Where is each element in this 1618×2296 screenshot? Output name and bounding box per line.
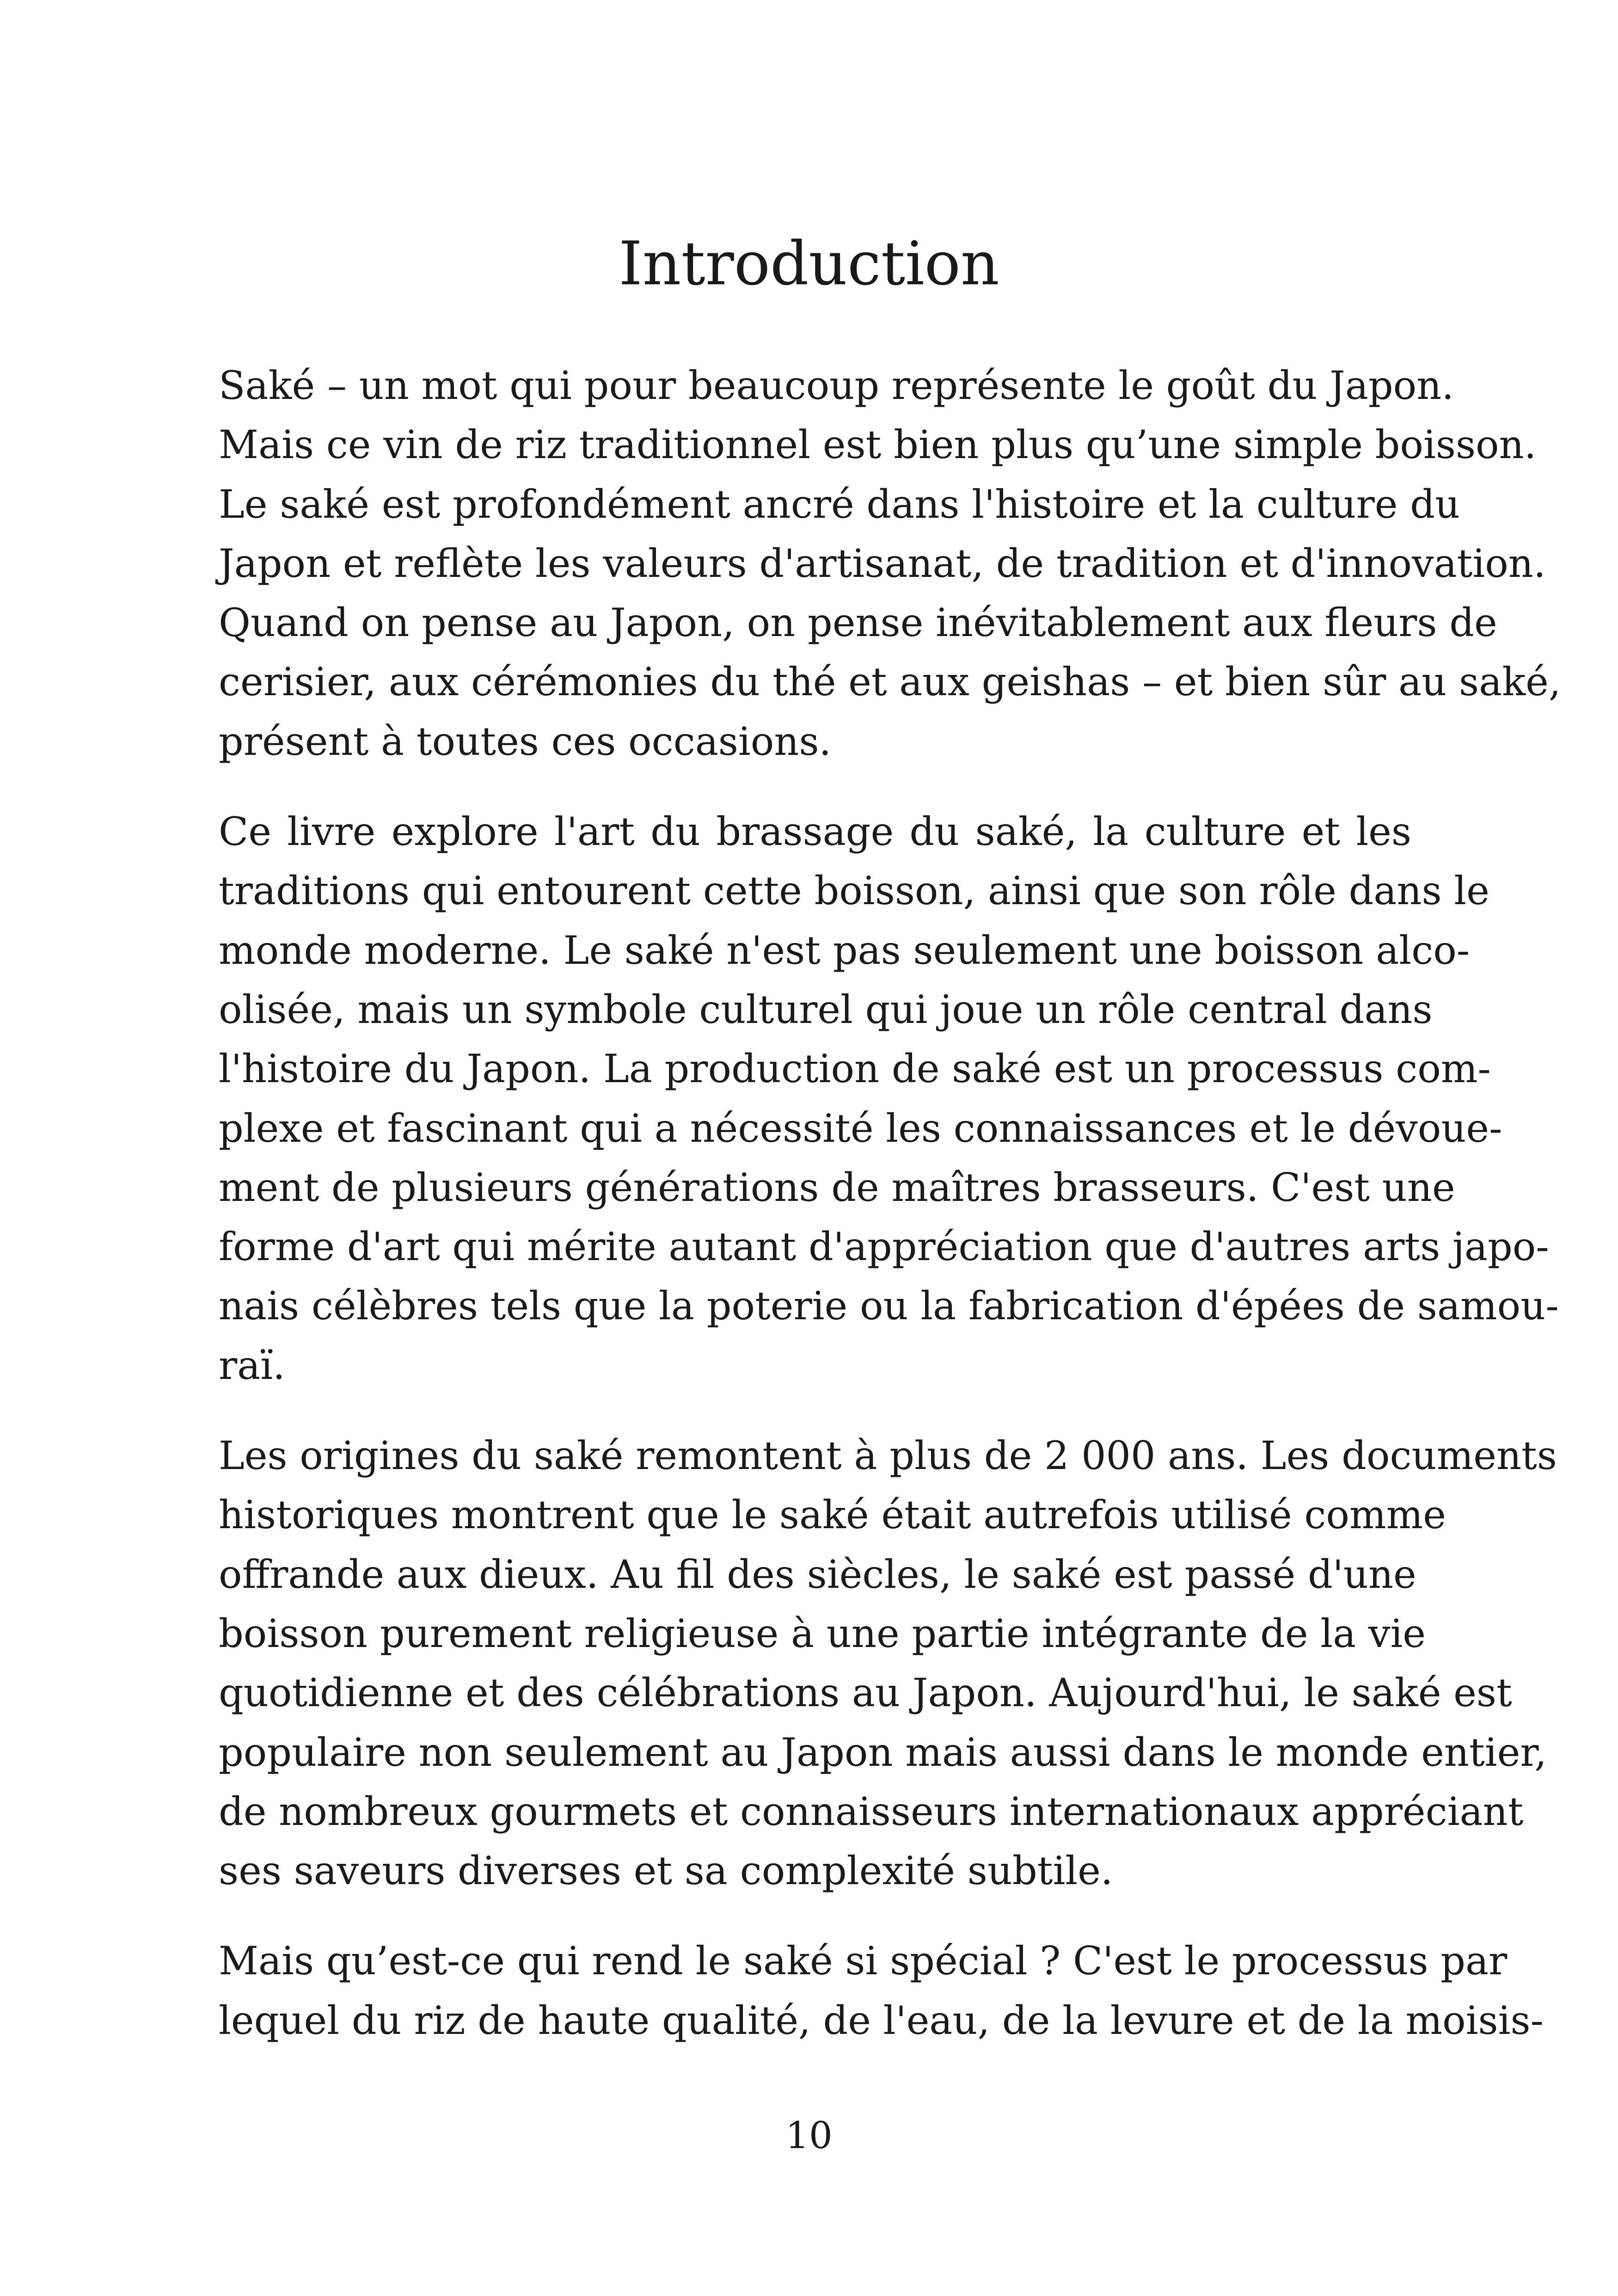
page-number: 10 <box>785 2114 833 2157</box>
text-line: Quand on pense au Japon, on pense inévitablement aux fleurs de <box>219 600 1497 646</box>
text-line: boisson purement religieuse à une partie intégrante de la vie <box>219 1610 1426 1656</box>
text-line: raï. <box>219 1342 285 1388</box>
text-line: historiques montrent que le saké était autrefois utilisé comme <box>219 1492 1446 1538</box>
text-line: Le saké est profondément ancré dans l'histoire et la culture du <box>219 481 1460 527</box>
text-line: lequel du riz de haute qualité, de l'eau, de la levure et de la moisis- <box>219 1997 1544 2043</box>
paragraph-2 <box>219 802 1559 1395</box>
text-line: cerisier, aux cérémonies du thé et aux geishas – et bien sûr au saké, <box>219 659 1561 705</box>
text-line: offrande aux dieux. Au fil des siècles, le saké est passé d'une <box>219 1551 1416 1597</box>
text-line: Mais ce vin de riz traditionnel est bien plus qu’une simple boisson. <box>219 422 1537 468</box>
text-line: Les origines du saké remontent à plus de 2 000 ans. Les documents <box>219 1433 1557 1479</box>
paragraph-3 <box>219 1426 1557 1900</box>
chapter-title: Introduction <box>619 228 999 299</box>
body-text <box>219 356 1561 2081</box>
text-line: Mais qu’est-ce qui rend le saké si spécial ? C'est le processus par <box>219 1938 1508 1984</box>
text-line: plexe et fascinant qui a nécessité les connaissances et le dévoue- <box>219 1105 1502 1151</box>
paragraph-1 <box>219 356 1561 771</box>
text-line: ment de plusieurs générations de maîtres brasseurs. C'est une <box>219 1164 1455 1210</box>
text-line: populaire non seulement au Japon mais aussi dans le monde entier, <box>219 1729 1547 1775</box>
text-line: forme d'art qui mérite autant d'appréciation que d'autres arts japo- <box>219 1224 1549 1270</box>
text-line: Japon et reflète les valeurs d'artisanat, de tradition et d'innovation. <box>219 540 1546 586</box>
text-line: de nombreux gourmets et connaisseurs internationaux appréciant <box>219 1788 1524 1834</box>
text-line: Ce livre explore l'art du brassage du saké, la culture et les <box>219 809 1411 855</box>
text-line: olisée, mais un symbole culturel qui joue un rôle central dans <box>219 986 1433 1032</box>
text-line: traditions qui entourent cette boisson, ainsi que son rôle dans le <box>219 868 1489 914</box>
text-line: quotidienne et des célébrations au Japon. Aujourd'hui, le saké est <box>219 1670 1512 1716</box>
text-line: ses saveurs diverses et sa complexité subtile. <box>219 1848 1113 1894</box>
text-line: présent à toutes ces occasions. <box>219 718 832 764</box>
text-line: l'histoire du Japon. La production de saké est un processus com- <box>219 1046 1491 1092</box>
text-line: Saké – un mot qui pour beaucoup représente le goût du Japon. <box>219 363 1454 408</box>
text-line: monde moderne. Le saké n'est pas seulement une boisson alco- <box>219 927 1470 973</box>
text-line: nais célèbres tels que la poterie ou la fabrication d'épées de samou- <box>219 1283 1559 1329</box>
paragraph-4 <box>219 1931 1544 2050</box>
